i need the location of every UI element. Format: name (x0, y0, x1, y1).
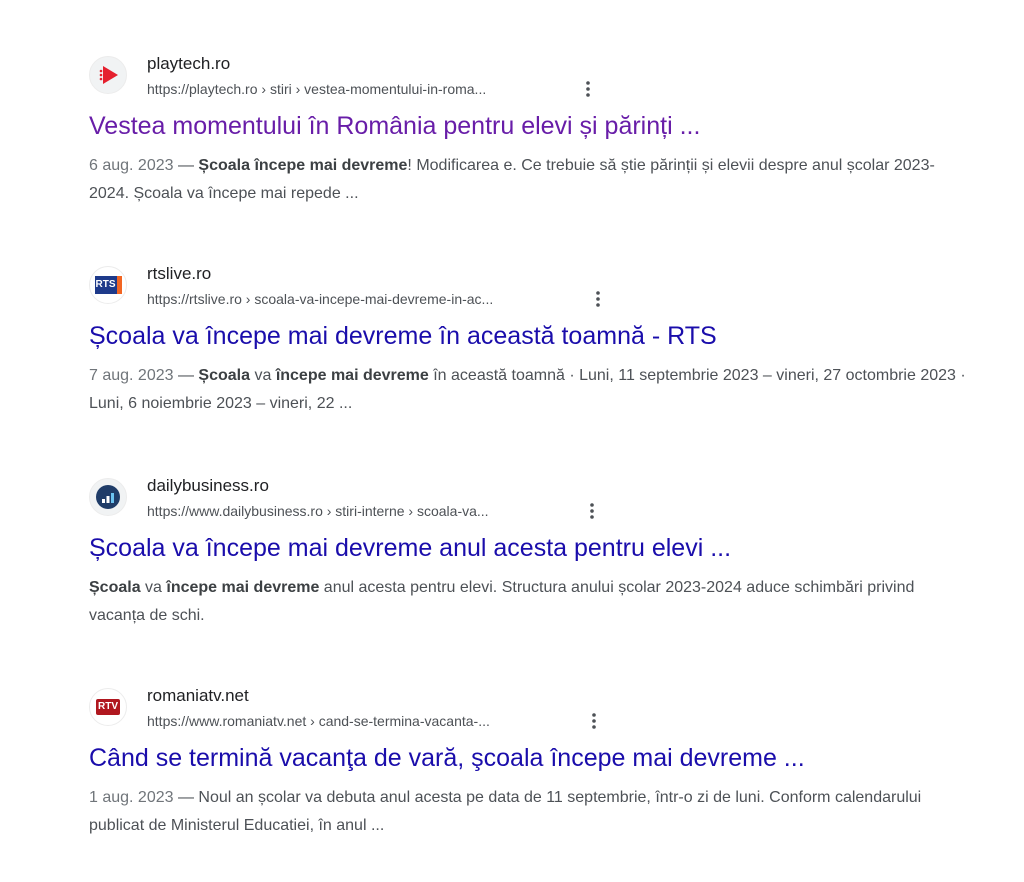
snippet-text: anul acesta pentru elevi. Structura anului școlar 2023-2024 aduce schimbări privind vacanța de schi. (89, 579, 915, 624)
result-date: 1 aug. 2023 (89, 789, 174, 806)
snippet-bold: începe mai devreme (275, 367, 429, 384)
date-separator: — (173, 367, 199, 384)
snippet-text: în această toamnă · Luni, 11 septembrie 2023 – vineri, 27 octombrie 2023 · Luni, 6 noiembrie 2023 – vineri, 22 ... (89, 367, 966, 412)
romaniatv-logo-text: RTV (96, 699, 120, 715)
date-separator: — (173, 157, 199, 174)
snippet-bold: Școala începe mai devreme (198, 157, 408, 174)
site-url: https://playtech.ro › stiri › vestea-momentului-in-roma... (147, 81, 487, 97)
snippet-text: va (250, 367, 276, 384)
result-title-link[interactable]: Vestea momentului în România pentru elevi și părinți ... (89, 112, 701, 140)
site-url: https://rtslive.ro › scoala-va-incepe-mai-devreme-in-ac... (147, 291, 494, 307)
snippet-text: Noul an școlar va debuta anul acesta pe data de 11 septembrie, într-o zi de luni. Conform calendarului publicat de Ministerul Educatiei, în anul ... (89, 789, 922, 834)
snippet-bold: începe mai devreme (166, 579, 320, 596)
more-options-icon[interactable] (587, 288, 609, 310)
snippet-text: ! Modificarea e. Ce trebuie să știe părinții și elevii despre anul școlar 2023-2024. Școala va începe mai repede ... (89, 157, 935, 202)
snippet-text: va (140, 579, 167, 596)
site-url: https://www.romaniatv.net › cand-se-termina-vacanta-... (147, 713, 490, 729)
search-result (89, 476, 969, 630)
rts-logo-icon (89, 266, 127, 304)
result-title-link[interactable]: Când se termină vacanţa de vară, şcoala începe mai devreme ... (89, 744, 805, 772)
dailybusiness-bars-icon (89, 478, 127, 516)
result-snippet (89, 152, 969, 208)
search-result (89, 54, 969, 208)
site-url: https://www.dailybusiness.ro › stiri-interne › scoala-va... (147, 503, 489, 519)
result-snippet (89, 784, 969, 840)
playtech-play-icon (89, 56, 127, 94)
result-date: 7 aug. 2023 (89, 367, 174, 384)
more-options-icon[interactable] (583, 710, 605, 732)
date-separator: — (173, 789, 199, 806)
result-date: 6 aug. 2023 (89, 157, 174, 174)
snippet-bold: Școala (198, 367, 251, 384)
site-name: playtech.ro (147, 54, 231, 73)
result-source[interactable] (89, 686, 969, 732)
result-title-link[interactable]: Școala va începe mai devreme anul acesta pentru elevi ... (89, 534, 732, 562)
result-source[interactable] (89, 476, 969, 522)
search-result (89, 264, 969, 418)
search-result (89, 686, 969, 840)
site-name: dailybusiness.ro (147, 476, 269, 495)
site-name: romaniatv.net (147, 686, 249, 705)
result-title-link[interactable]: Școala va începe mai devreme în această toamnă - RTS (89, 322, 717, 350)
more-options-icon[interactable] (581, 500, 603, 522)
site-name: rtslive.ro (147, 264, 212, 283)
result-source[interactable] (89, 264, 969, 310)
result-snippet (89, 362, 969, 418)
romaniatv-logo-icon (89, 688, 127, 726)
rts-logo-text: RTS (95, 276, 117, 294)
more-options-icon[interactable] (577, 78, 599, 100)
snippet-bold: Școala (89, 579, 141, 596)
result-snippet (89, 574, 969, 630)
result-source[interactable] (89, 54, 969, 100)
